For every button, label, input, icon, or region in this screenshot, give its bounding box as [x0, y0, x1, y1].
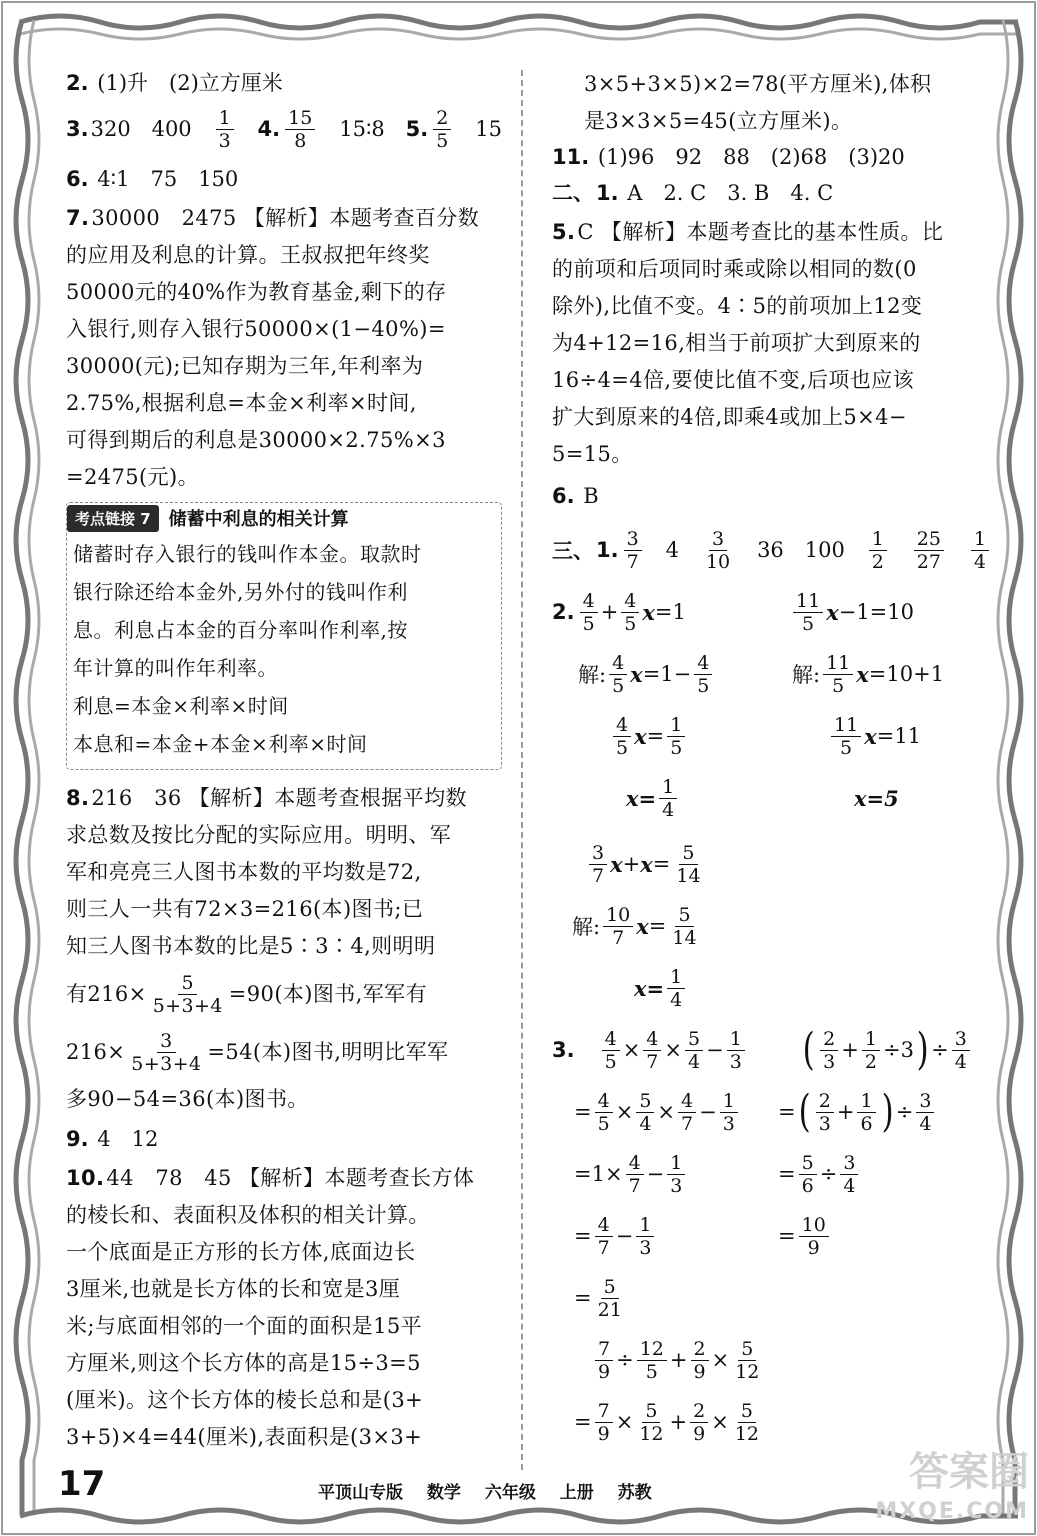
- text-line: 的应用及利息的计算。王叔叔把年终奖: [66, 243, 430, 267]
- text-line: 扩大到原来的4倍,即乘4或加上5×4−: [552, 405, 907, 429]
- text-line: 50000元的40%作为教育基金,剩下的存: [66, 280, 447, 304]
- fraction: $\frac{3}{7}$: [624, 528, 642, 573]
- knowledge-link-box: [66, 502, 502, 770]
- calc-a-step2: =1× $\frac{4}{7}$ − $\frac{1}{3}$: [574, 1143, 688, 1205]
- answer-value: 400: [151, 117, 192, 141]
- calc-a-step1: = $\frac{4}{5}$ × $\frac{5}{4}$ × $\frac{4}{7}$ − $\frac{1}{3}$: [574, 1081, 741, 1143]
- column-divider: [521, 70, 523, 1470]
- text-line: 年计算的叫作年利率。: [73, 656, 278, 680]
- text-line: 7.30000 2475 【解析】本题考查百分数: [66, 206, 480, 230]
- text-line: 8.216 36 【解析】本题考查根据平均数: [66, 786, 467, 810]
- equation-a-result: x= $\frac{1}{4}$: [626, 767, 680, 829]
- fraction: $\frac{5}{5+3+4}$: [152, 971, 223, 1017]
- calc-b-step2: = $\frac{5}{6}$ ÷ $\frac{3}{4}$: [778, 1143, 861, 1205]
- right-column: [552, 66, 992, 1449]
- calc-a: 3. $\frac{4}{5}$ × $\frac{4}{7}$ × $\frac{5}{4}$ − $\frac{1}{3}$: [552, 1019, 748, 1081]
- equation-b-step2: $\frac{11}{5}$ x =11: [828, 705, 921, 767]
- text-line: 10.44 78 45 【解析】本题考查长方体: [66, 1166, 475, 1190]
- equation-solutions: [552, 581, 992, 1011]
- fraction: $\frac{25}{27}$: [914, 528, 944, 573]
- watermark-text: 答案圈: [909, 1449, 1029, 1495]
- section-label: 三、: [552, 539, 594, 563]
- watermark-logo: [875, 1449, 1029, 1532]
- equation-b: $\frac{11}{5}$ x −1=10: [790, 581, 914, 643]
- answer-3-4-5: [66, 100, 502, 158]
- calculations: [552, 1019, 992, 1449]
- question-number: 5.: [405, 117, 429, 141]
- equation-c: $\frac{3}{7}$ x + x = $\frac{5}{14}$: [586, 833, 707, 895]
- text-line: 知三人图书本数的比是5∶3∶4,则明明: [66, 934, 436, 958]
- text-line: 的前项和后项同时乘或除以相同的数(0: [552, 257, 917, 281]
- answer-8: [66, 780, 502, 1118]
- question-number: 7.: [66, 206, 90, 230]
- text-line: 一个底面是正方形的长方体,底面边长: [66, 1240, 416, 1264]
- calc-b-step1: = ( $\frac{2}{3}$ + $\frac{1}{6}$ ) ÷ $\frac{3}{4}$: [778, 1081, 937, 1143]
- text-line: 求总数及按比分配的实际应用。明明、军: [66, 823, 452, 847]
- question-number: 2.: [66, 71, 89, 95]
- question-number: 4.: [257, 117, 281, 141]
- question-number: 1.: [596, 181, 619, 205]
- answer-text: 4 12: [97, 1127, 159, 1151]
- watermark-url: MXQE.COM: [875, 1499, 1029, 1524]
- answer-value: 4: [665, 538, 679, 562]
- left-column: [66, 66, 502, 1456]
- text-line: 息。利息占本金的百分率叫作利率,按: [73, 618, 408, 642]
- text-line: 储蓄时存入银行的钱叫作本金。取款时: [73, 542, 422, 566]
- answer-10-continued: [552, 66, 992, 140]
- calc-a-result: = $\frac{5}{21}$: [574, 1275, 622, 1321]
- fraction: $\frac{1}{4}$: [971, 528, 989, 573]
- answer-5: [552, 214, 992, 473]
- answer-value: 100: [804, 538, 845, 562]
- answer-9: [66, 1122, 502, 1156]
- knowledge-link-body: [73, 535, 495, 763]
- answer-value: 36: [757, 538, 784, 562]
- text-line: 方厘米,则这个长方体的高是15÷3=5: [66, 1351, 421, 1375]
- question-number: 3.: [66, 117, 89, 141]
- text-line: 3×5+3×5)×2=78(平方厘米),体积: [584, 72, 932, 96]
- text-line: 3厘米,也就是长方体的长和宽是3厘: [66, 1277, 401, 1301]
- calc-c-step1: = $\frac{7}{9}$ × $\frac{5}{12}$ + $\frac{2}{9}$ × $\frac{5}{12}$: [574, 1399, 759, 1445]
- fraction: $\frac{15}{8}$: [285, 107, 315, 152]
- text-line: 3+5)×4=44(厘米),表面积是(3×3+: [66, 1425, 423, 1449]
- book-info: 平顶山专版 数学 六年级 上册 苏教: [318, 1483, 652, 1503]
- text-line: 则三人一共有72×3=216(本)图书;已: [66, 897, 424, 921]
- answer-10: [66, 1160, 502, 1456]
- text-line: (厘米)。这个长方体的棱长总和是(3+: [66, 1388, 424, 1412]
- answer-6: [552, 479, 992, 513]
- knowledge-link-tag: 考点链接 7: [67, 505, 159, 532]
- text-line: 2.75%,根据利息=本金×利率×时间,: [66, 391, 417, 415]
- answer-6: [66, 162, 502, 196]
- text-line: 军和亮亮三人图书本数的平均数是72,: [66, 860, 422, 884]
- equation-b-step1: 解: $\frac{11}{5}$ x =10+1: [792, 651, 945, 697]
- question-number: 10.: [66, 1166, 105, 1190]
- answer-text: (1)96 92 88 (2)68 (3)20: [597, 145, 905, 169]
- text-line: 216× $\frac{3}{5+3+4}$ =54(本)图书,明明比军军: [66, 1029, 449, 1075]
- text-line: 30000(元);已知存期为三年,年利率为: [66, 354, 424, 378]
- text-line: 的棱长和、表面积及体积的相关计算。: [66, 1203, 430, 1227]
- equation-a-step1: 解: $\frac{4}{5}$ x =1− $\frac{4}{5}$: [578, 643, 715, 705]
- answer-value: 15∶8: [339, 117, 385, 141]
- answer-text: B: [583, 484, 599, 508]
- question-number: 5.: [552, 220, 576, 244]
- question-number: 3.: [552, 1038, 575, 1062]
- question-number: 8.: [66, 786, 90, 810]
- section-2-answers: [552, 176, 992, 210]
- text-line: 除外),比值不变。4∶5的前项加上12变: [552, 294, 923, 318]
- text-line: 5=15。: [552, 442, 633, 466]
- formula-line: 利息=本金×利率×时间: [73, 694, 289, 718]
- text-line: 多90−54=36(本)图书。: [66, 1087, 309, 1111]
- question-number: 9.: [66, 1127, 89, 1151]
- question-number: 6.: [66, 167, 89, 191]
- text-line: 16÷4=4倍,要使比值不变,后项也应该: [552, 368, 914, 392]
- answer-text: A 2. C 3. B 4. C: [627, 181, 834, 205]
- text-line: =2475(元)。: [66, 465, 200, 489]
- text-line: 有216× $\frac{5}{5+3+4}$ =90(本)图书,军军有: [66, 971, 427, 1017]
- answer-text: (1)升 (2)立方厘米: [97, 71, 283, 95]
- equation-c-step1: 解: $\frac{10}{7}$ x = $\frac{5}{14}$: [572, 903, 697, 949]
- answer-value: 15: [475, 117, 502, 141]
- text-line: 米;与底面相邻的一个面的面积是15平: [66, 1314, 422, 1338]
- answer-text: 4∶1 75 150: [97, 167, 239, 191]
- calc-b: ( $\frac{2}{3}$ + $\frac{1}{2}$ ÷3 ) ÷ $\frac{3}{4}$: [800, 1019, 973, 1081]
- equation-c-result: x= $\frac{1}{4}$: [634, 957, 688, 1019]
- text-line: 为4+12=16,相当于前项扩大到原来的: [552, 331, 921, 355]
- question-number: 6.: [552, 484, 575, 508]
- calc-c: $\frac{7}{9}$ ÷ $\frac{12}{5}$ + $\frac{2}{9}$ × $\frac{5}{12}$: [592, 1329, 765, 1391]
- knowledge-link-header: [67, 501, 495, 535]
- text-line: 入银行,则存入银行50000×(1−40%)=: [66, 317, 446, 341]
- fraction: $\frac{2}{5}$: [433, 107, 451, 152]
- equation-b-result: x=5: [854, 785, 899, 811]
- answer-2: [66, 66, 502, 100]
- answer-11: [552, 140, 992, 174]
- page-number: 17: [58, 1464, 106, 1504]
- answer-value: 320: [90, 117, 131, 141]
- text-line: 银行除还给本金外,另外付的钱叫作利: [73, 580, 408, 604]
- text-line: 是3×3×5=45(立方厘米)。: [584, 109, 853, 133]
- fraction: $\frac{3}{10}$: [705, 527, 731, 573]
- calc-b-result: = $\frac{10}{9}$: [778, 1205, 832, 1267]
- equation-a: 2. $\frac{4}{5}$ + $\frac{4}{5}$ x =1: [552, 589, 686, 635]
- equation-a-step2: $\frac{4}{5}$ x = $\frac{1}{5}$: [610, 705, 688, 767]
- section-3-answers: [552, 519, 992, 581]
- formula-line: 本息和=本金+本金×利率×时间: [73, 732, 368, 756]
- calc-a-step3: = $\frac{4}{7}$ − $\frac{1}{3}$: [574, 1205, 657, 1267]
- answer-7: [66, 200, 502, 496]
- question-number: 2.: [552, 600, 575, 624]
- text-line: 5.C 【解析】本题考查比的基本性质。比: [552, 220, 944, 244]
- question-number: 11.: [552, 145, 590, 169]
- fraction: $\frac{1}{3}$: [216, 107, 234, 152]
- text-line: 可得到期后的利息是30000×2.75%×3: [66, 428, 446, 452]
- question-number: 1.: [596, 538, 619, 562]
- page-footer: [58, 1464, 978, 1508]
- knowledge-link-title: 储蓄中利息的相关计算: [168, 509, 349, 530]
- fraction: $\frac{3}{5+3+4}$: [131, 1029, 202, 1075]
- fraction: $\frac{1}{2}$: [869, 528, 887, 573]
- section-label: 二、: [552, 181, 594, 205]
